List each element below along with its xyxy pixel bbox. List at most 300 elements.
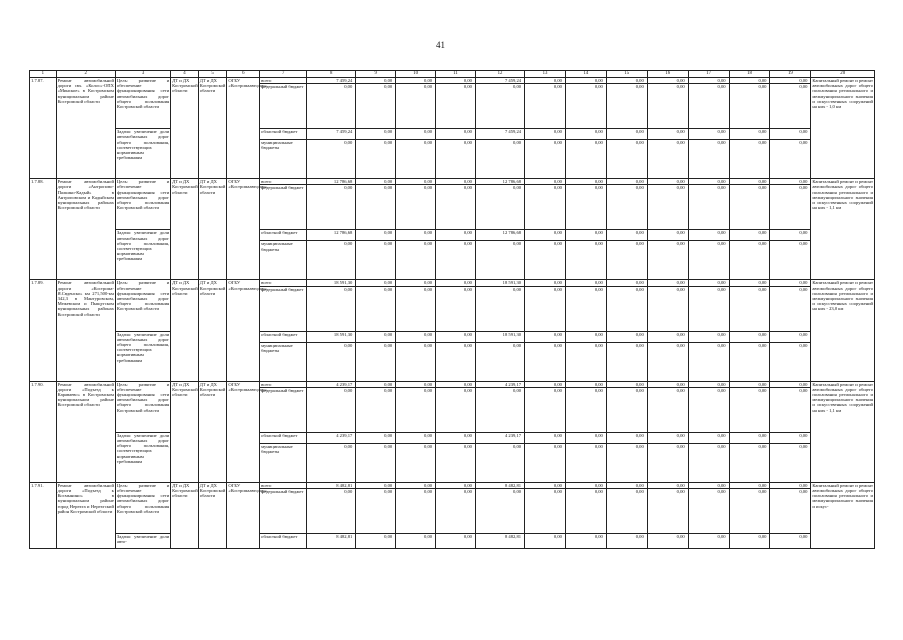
funding-source: всего [260, 78, 307, 84]
amount-cell: 18 591,30 [475, 331, 524, 342]
funding-source: областной бюджет [260, 129, 307, 140]
amount-cell: 0,00 [647, 241, 688, 280]
amount-cell: 0,00 [307, 286, 356, 331]
expected-result: Капитальный ремонт и ремонт автомобильных дорог общего пользования регионального и межмуниципального значения и искусственных сооружений на них - 1,1 км [811, 179, 875, 280]
funding-source: муниципальные бюджеты [260, 342, 307, 381]
column-number-header: 13 [525, 71, 566, 78]
amount-cell: 0,00 [475, 286, 524, 331]
amount-cell: 0,00 [729, 286, 770, 331]
amount-cell: 0,00 [688, 342, 729, 381]
amount-cell: 0,00 [396, 280, 436, 286]
amount-cell: 0,00 [525, 381, 566, 387]
amount-cell: 0,00 [396, 534, 436, 549]
amount-cell: 0,00 [565, 286, 606, 331]
funding-source: федеральный бюджет [260, 185, 307, 230]
customer: ДТ и ДХ Костромской области [171, 78, 199, 179]
amount-cell: 0,00 [770, 230, 811, 241]
amount-cell: 0,00 [356, 443, 396, 482]
amount-cell: 0,00 [729, 387, 770, 432]
funding-source: всего [260, 482, 307, 488]
amount-cell: 0,00 [606, 78, 647, 84]
amount-cell: 0,00 [356, 534, 396, 549]
amount-cell: 0,00 [729, 78, 770, 84]
executor: ОГБУ «Костромаавтодор» [227, 482, 260, 548]
amount-cell: 0,00 [356, 280, 396, 286]
amount-cell: 0,00 [525, 129, 566, 140]
amount-cell: 0,00 [770, 387, 811, 432]
amount-cell: 0,00 [688, 129, 729, 140]
amount-cell: 0,00 [565, 185, 606, 230]
task-text: Задача: увеличение доли авто- [115, 534, 170, 549]
amount-cell: 0,00 [436, 78, 476, 84]
amount-cell: 0,00 [729, 381, 770, 387]
amount-cell: 0,00 [770, 381, 811, 387]
column-number-header: 1 [30, 71, 57, 78]
column-number-header: 5 [198, 71, 227, 78]
amount-cell: 0,00 [356, 432, 396, 443]
amount-cell: 0,00 [565, 84, 606, 129]
amount-cell: 0,00 [356, 342, 396, 381]
amount-cell: 0,00 [565, 241, 606, 280]
amount-cell: 0,00 [396, 443, 436, 482]
amount-cell: 12 786,68 [475, 230, 524, 241]
customer: ДТ и ДХ Костромской области [171, 280, 199, 381]
amount-cell: 0,00 [565, 443, 606, 482]
amount-cell: 0,00 [770, 140, 811, 179]
amount-cell: 0,00 [525, 482, 566, 488]
funding-source: муниципальные бюджеты [260, 443, 307, 482]
amount-cell: 0,00 [688, 280, 729, 286]
row-id: 1.7.88. [30, 179, 57, 280]
funding-source: федеральный бюджет [260, 489, 307, 534]
amount-cell: 0,00 [525, 342, 566, 381]
amount-cell: 0,00 [475, 185, 524, 230]
column-number-header: 14 [565, 71, 606, 78]
amount-cell: 0,00 [475, 342, 524, 381]
amount-cell: 0,00 [565, 387, 606, 432]
amount-cell: 0,00 [647, 482, 688, 488]
amount-cell: 0,00 [396, 129, 436, 140]
amount-cell: 0,00 [606, 331, 647, 342]
amount-cell: 0,00 [525, 432, 566, 443]
amount-cell: 0,00 [565, 331, 606, 342]
amount-cell: 0,00 [688, 534, 729, 549]
amount-cell: 7 459,24 [307, 78, 356, 84]
amount-cell: 0,00 [436, 241, 476, 280]
amount-cell: 0,00 [647, 230, 688, 241]
amount-cell: 0,00 [396, 381, 436, 387]
activity-name: Ремонт автомобильной дороги «Подъезд к Караваево» в Костромском муниципальном районе Костромской области [56, 381, 115, 482]
amount-cell: 0,00 [525, 78, 566, 84]
column-number-header: 19 [770, 71, 811, 78]
amount-cell: 0,00 [436, 230, 476, 241]
amount-cell: 18 591,30 [475, 280, 524, 286]
amount-cell: 0,00 [307, 489, 356, 534]
amount-cell: 0,00 [729, 443, 770, 482]
amount-cell: 0,00 [565, 482, 606, 488]
goal-text: Цель: развитие и обеспечение функционирования сети автомобильных дорог общего пользования Костромской области [115, 482, 170, 533]
amount-cell: 0,00 [770, 482, 811, 488]
amount-cell: 0,00 [475, 489, 524, 534]
amount-cell: 0,00 [606, 381, 647, 387]
amount-cell: 0,00 [356, 331, 396, 342]
amount-cell: 0,00 [770, 286, 811, 331]
amount-cell: 0,00 [606, 230, 647, 241]
goal-text: Цель: развитие и обеспечение функционирования сети автомобильных дорог общего пользования Костромской области [115, 78, 170, 129]
amount-cell: 0,00 [770, 179, 811, 185]
column-number-row [30, 71, 875, 78]
amount-cell: 0,00 [436, 179, 476, 185]
amount-cell: 0,00 [606, 140, 647, 179]
table-row [30, 230, 875, 241]
amount-cell: 0,00 [436, 443, 476, 482]
amount-cell: 0,00 [396, 185, 436, 230]
amount-cell: 0,00 [396, 286, 436, 331]
amount-cell: 0,00 [688, 387, 729, 432]
amount-cell: 0,00 [436, 387, 476, 432]
amount-cell: 4 239,17 [475, 381, 524, 387]
task-text: Задача: увеличение доли автомобильных дорог общего пользования, соответствующих нормативным требованиям [115, 230, 170, 280]
amount-cell: 0,00 [606, 185, 647, 230]
amount-cell: 0,00 [436, 185, 476, 230]
amount-cell: 0,00 [606, 241, 647, 280]
funding-source: областной бюджет [260, 432, 307, 443]
funding-source: муниципальные бюджеты [260, 241, 307, 280]
amount-cell: 0,00 [770, 129, 811, 140]
amount-cell: 18 591,30 [307, 280, 356, 286]
amount-cell: 0,00 [525, 185, 566, 230]
amount-cell: 0,00 [647, 381, 688, 387]
customer: ДТ и ДХ Костромской области [171, 381, 199, 482]
amount-cell: 0,00 [396, 331, 436, 342]
amount-cell: 0,00 [436, 129, 476, 140]
amount-cell: 0,00 [688, 78, 729, 84]
amount-cell: 0,00 [525, 286, 566, 331]
funding-source: областной бюджет [260, 534, 307, 549]
funding-source: областной бюджет [260, 230, 307, 241]
amount-cell: 0,00 [396, 241, 436, 280]
task-text: Задача: увеличение доли автомобильных дорог общего пользования, соответствующих нормативным требованиям [115, 432, 170, 482]
amount-cell: 0,00 [396, 230, 436, 241]
expected-result: Капитальный ремонт и ремонт автомобильных дорог общего пользования регионального и межмуниципального значения и искусственных сооружений на них - 1,1 км [811, 381, 875, 482]
amount-cell: 0,00 [396, 387, 436, 432]
amount-cell: 0,00 [729, 230, 770, 241]
amount-cell: 4 239,17 [307, 381, 356, 387]
amount-cell: 0,00 [770, 432, 811, 443]
column-number-header: 4 [171, 71, 199, 78]
amount-cell: 0,00 [729, 84, 770, 129]
amount-cell: 0,00 [307, 387, 356, 432]
amount-cell: 0,00 [525, 534, 566, 549]
task-text: Задача: увеличение доли автомобильных дорог общего пользования, соответствующих нормативным требованиям [115, 331, 170, 381]
activity-name: Ремонт автомобильной дороги «Кострома-Я.Свденско» км 271,500-км 342,3 в Мантуровском, Межевском и Пыщугском муниципальных районах Костромской области [56, 280, 115, 381]
amount-cell: 0,00 [688, 185, 729, 230]
goal-text: Цель: развитие и обеспечение функционирования сети автомобильных дорог общего пользования Костромской области [115, 280, 170, 331]
amount-cell: 0,00 [565, 280, 606, 286]
amount-cell: 0,00 [647, 129, 688, 140]
co-executor: ДТ и ДХ Костромской области [198, 280, 227, 381]
amount-cell: 0,00 [436, 489, 476, 534]
table-row [30, 534, 875, 549]
amount-cell: 0,00 [770, 78, 811, 84]
amount-cell: 0,00 [436, 534, 476, 549]
executor: ОГБУ «Костромаавтодор» [227, 179, 260, 280]
amount-cell: 7 459,24 [475, 78, 524, 84]
amount-cell: 0,00 [770, 489, 811, 534]
amount-cell: 0,00 [525, 489, 566, 534]
amount-cell: 0,00 [565, 140, 606, 179]
amount-cell: 0,00 [688, 432, 729, 443]
amount-cell: 0,00 [606, 432, 647, 443]
amount-cell: 18 591,30 [307, 331, 356, 342]
amount-cell: 0,00 [356, 185, 396, 230]
amount-cell: 0,00 [307, 342, 356, 381]
amount-cell: 0,00 [356, 489, 396, 534]
amount-cell: 0,00 [688, 489, 729, 534]
amount-cell: 0,00 [688, 381, 729, 387]
amount-cell: 0,00 [436, 286, 476, 331]
amount-cell: 0,00 [307, 84, 356, 129]
funding-source: федеральный бюджет [260, 84, 307, 129]
amount-cell: 0,00 [396, 432, 436, 443]
column-number-header: 2 [56, 71, 115, 78]
amount-cell: 0,00 [525, 179, 566, 185]
co-executor: ДТ и ДХ Костромской области [198, 482, 227, 548]
amount-cell: 0,00 [770, 185, 811, 230]
amount-cell: 12 786,68 [475, 179, 524, 185]
amount-cell: 0,00 [688, 286, 729, 331]
funding-source: муниципальные бюджеты [260, 140, 307, 179]
amount-cell: 0,00 [647, 84, 688, 129]
amount-cell: 0,00 [688, 179, 729, 185]
amount-cell: 0,00 [396, 84, 436, 129]
amount-cell: 0,00 [647, 534, 688, 549]
column-number-header: 9 [356, 71, 396, 78]
amount-cell: 0,00 [396, 342, 436, 381]
amount-cell: 7 459,24 [307, 129, 356, 140]
column-number-header: 20 [811, 71, 875, 78]
amount-cell: 0,00 [436, 381, 476, 387]
amount-cell: 0,00 [436, 331, 476, 342]
amount-cell: 0,00 [565, 230, 606, 241]
amount-cell: 0,00 [647, 443, 688, 482]
amount-cell: 0,00 [729, 489, 770, 534]
amount-cell: 0,00 [565, 78, 606, 84]
amount-cell: 0,00 [475, 387, 524, 432]
table-row [30, 331, 875, 342]
amount-cell: 0,00 [396, 179, 436, 185]
funding-source: всего [260, 280, 307, 286]
expected-result: Капитальный ремонт и ремонт автомобильных дорог общего пользования регионального и межмуниципального значения и искус- [811, 482, 875, 548]
amount-cell: 0,00 [525, 241, 566, 280]
executor: ОГБУ «Костромаавтодор» [227, 78, 260, 179]
amount-cell: 0,00 [396, 140, 436, 179]
executor: ОГБУ «Костромаавтодор» [227, 381, 260, 482]
expected-result: Капитальный ремонт и ремонт автомобильных дорог общего пользования регионального и межмуниципального значения и искусственных сооружений на них - 1,0 км [811, 78, 875, 179]
amount-cell: 0,00 [688, 331, 729, 342]
amount-cell: 0,00 [688, 241, 729, 280]
amount-cell: 0,00 [565, 534, 606, 549]
amount-cell: 0,00 [436, 280, 476, 286]
amount-cell: 0,00 [475, 443, 524, 482]
amount-cell: 0,00 [647, 489, 688, 534]
task-text: Задача: увеличение доли автомобильных дорог общего пользования, соответствующих нормативным требованиям [115, 129, 170, 179]
amount-cell: 0,00 [475, 241, 524, 280]
amount-cell: 0,00 [647, 78, 688, 84]
amount-cell: 0,00 [770, 534, 811, 549]
amount-cell: 0,00 [475, 84, 524, 129]
table-body [30, 71, 875, 549]
amount-cell: 0,00 [647, 432, 688, 443]
row-id: 1.7.89. [30, 280, 57, 381]
amount-cell: 0,00 [647, 331, 688, 342]
amount-cell: 8 482,81 [475, 482, 524, 488]
amount-cell: 4 239,17 [475, 432, 524, 443]
column-number-header: 3 [115, 71, 170, 78]
amount-cell: 0,00 [356, 230, 396, 241]
activity-name: Ремонт автомобильной дороги свх. «Колос»-ОПХ «Минское» в Костромском муниципальном районе Костромской области [56, 78, 115, 179]
column-number-header: 8 [307, 71, 356, 78]
amount-cell: 0,00 [565, 342, 606, 381]
amount-cell: 12 786,68 [307, 179, 356, 185]
amount-cell: 0,00 [356, 179, 396, 185]
co-executor: ДТ и ДХ Костромской области [198, 179, 227, 280]
amount-cell: 0,00 [356, 84, 396, 129]
amount-cell: 0,00 [606, 129, 647, 140]
column-number-header: 7 [260, 71, 307, 78]
amount-cell: 0,00 [525, 387, 566, 432]
amount-cell: 0,00 [436, 84, 476, 129]
amount-cell: 0,00 [729, 140, 770, 179]
amount-cell: 0,00 [647, 342, 688, 381]
amount-cell: 8 482,81 [475, 534, 524, 549]
amount-cell: 0,00 [565, 489, 606, 534]
amount-cell: 0,00 [770, 280, 811, 286]
amount-cell: 0,00 [307, 140, 356, 179]
amount-cell: 0,00 [606, 179, 647, 185]
amount-cell: 0,00 [606, 534, 647, 549]
funding-source: областной бюджет [260, 331, 307, 342]
amount-cell: 0,00 [729, 534, 770, 549]
amount-cell: 0,00 [436, 482, 476, 488]
amount-cell: 0,00 [396, 489, 436, 534]
amount-cell: 0,00 [525, 331, 566, 342]
column-number-header: 6 [227, 71, 260, 78]
amount-cell: 0,00 [688, 443, 729, 482]
amount-cell: 0,00 [688, 230, 729, 241]
table-row [30, 129, 875, 140]
column-number-header: 11 [436, 71, 476, 78]
co-executor: ДТ и ДХ Костромской области [198, 78, 227, 179]
amount-cell: 0,00 [606, 84, 647, 129]
amount-cell: 0,00 [729, 482, 770, 488]
executor: ОГБУ «Костромаавтодор» [227, 280, 260, 381]
page-number: 41 [436, 40, 445, 50]
amount-cell: 0,00 [436, 432, 476, 443]
amount-cell: 8 482,81 [307, 534, 356, 549]
goal-text: Цель: развитие и обеспечение функционирования сети автомобильных дорог общего пользования Костромской области [115, 381, 170, 432]
amount-cell: 0,00 [729, 179, 770, 185]
activity-name: Ремонт автомобильной дороги «Подъезд к Космынино» в муниципальном районе город Нерехта и Нерехтский район Костромской области [56, 482, 115, 548]
amount-cell: 0,00 [565, 381, 606, 387]
amount-cell: 0,00 [647, 387, 688, 432]
amount-cell: 4 239,17 [307, 432, 356, 443]
amount-cell: 0,00 [606, 387, 647, 432]
amount-cell: 0,00 [356, 286, 396, 331]
amount-cell: 0,00 [396, 78, 436, 84]
amount-cell: 0,00 [565, 432, 606, 443]
document-table-wrapper [29, 70, 875, 549]
amount-cell: 0,00 [307, 443, 356, 482]
amount-cell: 0,00 [307, 241, 356, 280]
amount-cell: 0,00 [606, 482, 647, 488]
amount-cell: 0,00 [729, 280, 770, 286]
amount-cell: 0,00 [356, 387, 396, 432]
amount-cell: 0,00 [436, 342, 476, 381]
amount-cell: 0,00 [307, 185, 356, 230]
amount-cell: 0,00 [647, 179, 688, 185]
column-number-header: 16 [647, 71, 688, 78]
funding-source: федеральный бюджет [260, 387, 307, 432]
amount-cell: 0,00 [729, 129, 770, 140]
table-row [30, 432, 875, 443]
amount-cell: 0,00 [356, 129, 396, 140]
amount-cell: 0,00 [356, 482, 396, 488]
customer: ДТ и ДХ Костромской области [171, 179, 199, 280]
row-id: 1.7.91. [30, 482, 57, 548]
amount-cell: 0,00 [356, 241, 396, 280]
column-number-header: 10 [396, 71, 436, 78]
amount-cell: 0,00 [770, 443, 811, 482]
amount-cell: 0,00 [770, 331, 811, 342]
amount-cell: 0,00 [647, 286, 688, 331]
amount-cell: 0,00 [356, 140, 396, 179]
amount-cell: 7 459,24 [475, 129, 524, 140]
amount-cell: 0,00 [606, 489, 647, 534]
amount-cell: 0,00 [606, 342, 647, 381]
amount-cell: 0,00 [606, 286, 647, 331]
funding-source: всего [260, 179, 307, 185]
column-number-header: 18 [729, 71, 770, 78]
amount-cell: 0,00 [525, 84, 566, 129]
amount-cell: 0,00 [436, 140, 476, 179]
row-id: 1.7.90. [30, 381, 57, 482]
amount-cell: 0,00 [565, 129, 606, 140]
amount-cell: 0,00 [356, 381, 396, 387]
amount-cell: 0,00 [729, 331, 770, 342]
column-number-header: 17 [688, 71, 729, 78]
amount-cell: 0,00 [525, 230, 566, 241]
amount-cell: 8 482,81 [307, 482, 356, 488]
amount-cell: 0,00 [647, 140, 688, 179]
goal-text: Цель: развитие и обеспечение функционирования сети автомобильных дорог общего пользования Костромской области [115, 179, 170, 230]
amount-cell: 0,00 [688, 84, 729, 129]
amount-cell: 0,00 [396, 482, 436, 488]
amount-cell: 0,00 [729, 342, 770, 381]
amount-cell: 0,00 [647, 280, 688, 286]
amount-cell: 0,00 [770, 342, 811, 381]
amount-cell: 0,00 [688, 482, 729, 488]
column-number-header: 15 [606, 71, 647, 78]
funding-source: всего [260, 381, 307, 387]
amount-cell: 0,00 [525, 280, 566, 286]
amount-cell: 0,00 [729, 432, 770, 443]
amount-cell: 0,00 [606, 280, 647, 286]
expected-result: Капитальный ремонт и ремонт автомобильных дорог общего пользования регионального и межмуниципального значения и искусственных сооружений на них - 23,0 км [811, 280, 875, 381]
amount-cell: 0,00 [647, 185, 688, 230]
amount-cell: 0,00 [770, 241, 811, 280]
amount-cell: 0,00 [729, 241, 770, 280]
